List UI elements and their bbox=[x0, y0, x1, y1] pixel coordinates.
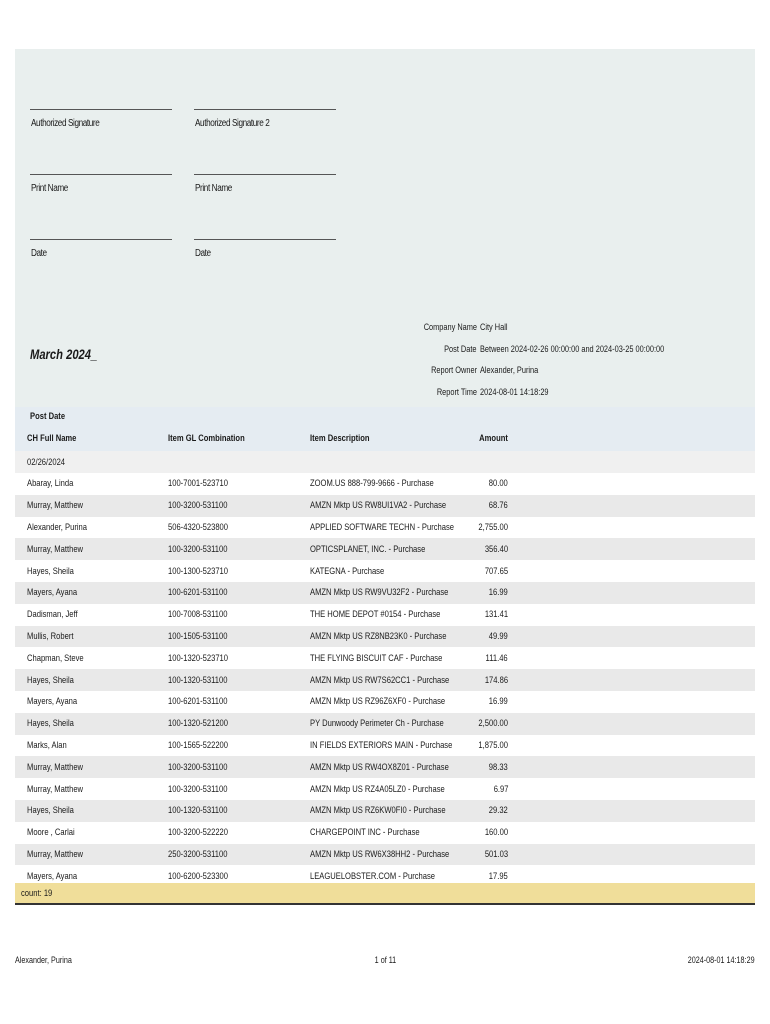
cell-description: AMZN Mktp US RW7S62CC1 - Purchase bbox=[310, 674, 450, 686]
post-date-value: Between 2024-02-26 00:00:00 and 2024-03-25 00:00:00 bbox=[480, 344, 665, 354]
group-header-row bbox=[15, 407, 755, 425]
cell-name: Mullis, Robert bbox=[27, 630, 74, 642]
cell-amount: 131.41 bbox=[484, 609, 508, 621]
cell-gl-combination: 100-3200-531100 bbox=[168, 543, 228, 555]
cell-description: AMZN Mktp US RZ6KW0FI0 - Purchase bbox=[310, 805, 446, 817]
cell-amount: 16.99 bbox=[488, 696, 508, 708]
cell-gl-combination: 100-6201-531100 bbox=[168, 587, 228, 599]
column-header-row bbox=[15, 425, 755, 451]
table-row bbox=[15, 604, 755, 626]
cell-gl-combination: 100-3200-531100 bbox=[168, 500, 228, 512]
cell-amount: 1,875.00 bbox=[478, 739, 508, 751]
report-meta-labels bbox=[300, 320, 477, 420]
table-row bbox=[15, 560, 755, 582]
cell-description: AMZN Mktp US RZ4A05LZ0 - Purchase bbox=[310, 783, 445, 795]
signature-line-1 bbox=[30, 109, 172, 110]
cell-description: AMZN Mktp US RW8UI1VA2 - Purchase bbox=[310, 500, 447, 512]
cell-gl-combination: 100-7001-523710 bbox=[168, 478, 229, 490]
footer-page-number: 1 of 11 bbox=[374, 955, 396, 965]
cell-description: LEAGUELOBSTER.COM - Purchase bbox=[310, 870, 436, 882]
record-count: count: 19 bbox=[21, 887, 53, 899]
cell-amount: 2,500.00 bbox=[478, 718, 508, 730]
cell-description: APPLIED SOFTWARE TECHN - Purchase bbox=[310, 521, 455, 533]
cell-gl-combination: 100-3200-531100 bbox=[168, 761, 228, 773]
cell-gl-combination: 100-7008-531100 bbox=[168, 609, 228, 621]
cell-amount: 356.40 bbox=[484, 543, 508, 555]
cell-description: KATEGNA - Purchase bbox=[310, 565, 385, 577]
column-header-amount: Amount bbox=[479, 432, 508, 444]
table-row bbox=[15, 517, 755, 539]
report-time-label: Report Time bbox=[436, 387, 477, 397]
table-row bbox=[15, 756, 755, 778]
cell-amount: 68.76 bbox=[488, 500, 508, 512]
report-owner-label: Report Owner bbox=[431, 365, 477, 375]
date-line-1 bbox=[30, 239, 172, 240]
cell-gl-combination: 506-4320-523800 bbox=[168, 521, 229, 533]
cell-description: AMZN Mktp US RZ8NB23K0 - Purchase bbox=[310, 630, 447, 642]
cell-name: Murray, Matthew bbox=[27, 500, 84, 512]
print-name-label-1: Print Name bbox=[31, 183, 68, 194]
cell-amount: 6.97 bbox=[493, 783, 508, 795]
signature-line-2 bbox=[194, 109, 336, 110]
cell-name: Hayes, Sheila bbox=[27, 674, 74, 686]
table-row bbox=[15, 669, 755, 691]
cell-gl-combination: 100-3200-522220 bbox=[168, 827, 229, 839]
footer-owner: Alexander, Purina bbox=[15, 955, 72, 965]
print-name-label-2: Print Name bbox=[195, 183, 232, 194]
cell-name: Murray, Matthew bbox=[27, 761, 84, 773]
company-name-value: City Hall bbox=[480, 322, 508, 332]
print-name-line-1 bbox=[30, 174, 172, 175]
cell-amount: 2,755.00 bbox=[478, 521, 508, 533]
footer-timestamp: 2024-08-01 14:18:29 bbox=[688, 955, 755, 965]
cell-amount: 174.86 bbox=[484, 674, 508, 686]
cell-gl-combination: 100-6200-523300 bbox=[168, 870, 229, 882]
cell-gl-combination: 100-1320-523710 bbox=[168, 652, 229, 664]
table-row bbox=[15, 844, 755, 866]
cell-amount: 98.33 bbox=[488, 761, 508, 773]
cell-amount: 17.95 bbox=[488, 870, 508, 882]
date-label-1: Date bbox=[31, 248, 47, 259]
company-name-label: Company Name bbox=[423, 322, 477, 332]
table-row bbox=[15, 626, 755, 648]
cell-amount: 16.99 bbox=[488, 587, 508, 599]
cell-amount: 160.00 bbox=[484, 827, 508, 839]
report-time-value: 2024-08-01 14:18:29 bbox=[480, 387, 549, 397]
authorized-signature-2-label: Authorized Signature 2 bbox=[195, 118, 270, 129]
cell-name: Dadisman, Jeff bbox=[27, 609, 78, 621]
cell-name: Hayes, Sheila bbox=[27, 565, 74, 577]
report-title: March 2024_ bbox=[30, 346, 98, 362]
table-row bbox=[15, 538, 755, 560]
cell-description: THE HOME DEPOT #0154 - Purchase bbox=[310, 609, 441, 621]
cell-gl-combination: 100-1300-523710 bbox=[168, 565, 229, 577]
cell-name: Abaray, Linda bbox=[27, 478, 74, 490]
table-row bbox=[15, 713, 755, 735]
cell-description: OPTICSPLANET, INC. - Purchase bbox=[310, 543, 426, 555]
authorized-signature-label: Authorized Signature bbox=[31, 118, 100, 129]
cell-name: Hayes, Sheila bbox=[27, 718, 74, 730]
cell-gl-combination: 100-6201-531100 bbox=[168, 696, 228, 708]
cell-description: AMZN Mktp US RW4OX8Z01 - Purchase bbox=[310, 761, 449, 773]
cell-name: Moore , Carlai bbox=[27, 827, 75, 839]
post-date-group-header: Post Date bbox=[30, 410, 66, 422]
table-row bbox=[15, 735, 755, 757]
group-date-value: 02/26/2024 bbox=[27, 456, 66, 468]
count-row bbox=[15, 883, 755, 905]
group-date-row bbox=[15, 451, 755, 473]
cell-name: Mayers, Ayana bbox=[27, 870, 78, 882]
cell-gl-combination: 100-1505-531100 bbox=[168, 630, 228, 642]
table-row bbox=[15, 582, 755, 604]
table-row bbox=[15, 691, 755, 713]
table-row bbox=[15, 778, 755, 800]
cell-gl-combination: 100-1320-521200 bbox=[168, 718, 229, 730]
post-date-label: Post Date bbox=[444, 344, 477, 354]
cell-name: Hayes, Sheila bbox=[27, 805, 74, 817]
cell-description: PY Dunwoody Perimeter Ch - Purchase bbox=[310, 718, 444, 730]
print-name-line-2 bbox=[194, 174, 336, 175]
cell-description: CHARGEPOINT INC - Purchase bbox=[310, 827, 420, 839]
cell-amount: 111.46 bbox=[485, 652, 508, 664]
report-meta-values bbox=[480, 320, 750, 420]
cell-description: IN FIELDS EXTERIORS MAIN - Purchase bbox=[310, 739, 453, 751]
cell-description: THE FLYING BISCUIT CAF - Purchase bbox=[310, 652, 443, 664]
cell-description: ZOOM.US 888-799-9666 - Purchase bbox=[310, 478, 434, 490]
cell-description: AMZN Mktp US RW6X38HH2 - Purchase bbox=[310, 848, 450, 860]
cell-name: Mayers, Ayana bbox=[27, 587, 78, 599]
report-owner-value: Alexander, Purina bbox=[480, 365, 539, 375]
cell-description: AMZN Mktp US RW9VU32F2 - Purchase bbox=[310, 587, 449, 599]
cell-gl-combination: 100-1565-522200 bbox=[168, 739, 229, 751]
table-body bbox=[15, 473, 755, 887]
date-line-2 bbox=[194, 239, 336, 240]
table-row bbox=[15, 822, 755, 844]
cell-amount: 49.99 bbox=[488, 630, 508, 642]
cell-amount: 29.32 bbox=[488, 805, 508, 817]
cell-name: Mayers, Ayana bbox=[27, 696, 78, 708]
column-header-name: CH Full Name bbox=[27, 432, 77, 444]
table-row bbox=[15, 473, 755, 495]
cell-name: Alexander, Purina bbox=[27, 521, 87, 533]
transactions-table bbox=[15, 407, 755, 887]
cell-name: Marks, Alan bbox=[27, 739, 67, 751]
column-header-gl: Item GL Combination bbox=[168, 432, 245, 444]
cell-gl-combination: 100-3200-531100 bbox=[168, 783, 228, 795]
cell-gl-combination: 100-1320-531100 bbox=[168, 805, 228, 817]
cell-description: AMZN Mktp US RZ96Z6XF0 - Purchase bbox=[310, 696, 446, 708]
cell-amount: 80.00 bbox=[488, 478, 508, 490]
cell-gl-combination: 100-1320-531100 bbox=[168, 674, 228, 686]
column-header-description: Item Description bbox=[310, 432, 370, 444]
cell-amount: 501.03 bbox=[484, 848, 508, 860]
cell-name: Murray, Matthew bbox=[27, 848, 84, 860]
cell-name: Chapman, Steve bbox=[27, 652, 84, 664]
table-row bbox=[15, 647, 755, 669]
cell-name: Murray, Matthew bbox=[27, 543, 84, 555]
cell-gl-combination: 250-3200-531100 bbox=[168, 848, 228, 860]
date-label-2: Date bbox=[195, 248, 211, 259]
table-row bbox=[15, 800, 755, 822]
table-row bbox=[15, 495, 755, 517]
cell-amount: 707.65 bbox=[484, 565, 508, 577]
cell-name: Murray, Matthew bbox=[27, 783, 84, 795]
